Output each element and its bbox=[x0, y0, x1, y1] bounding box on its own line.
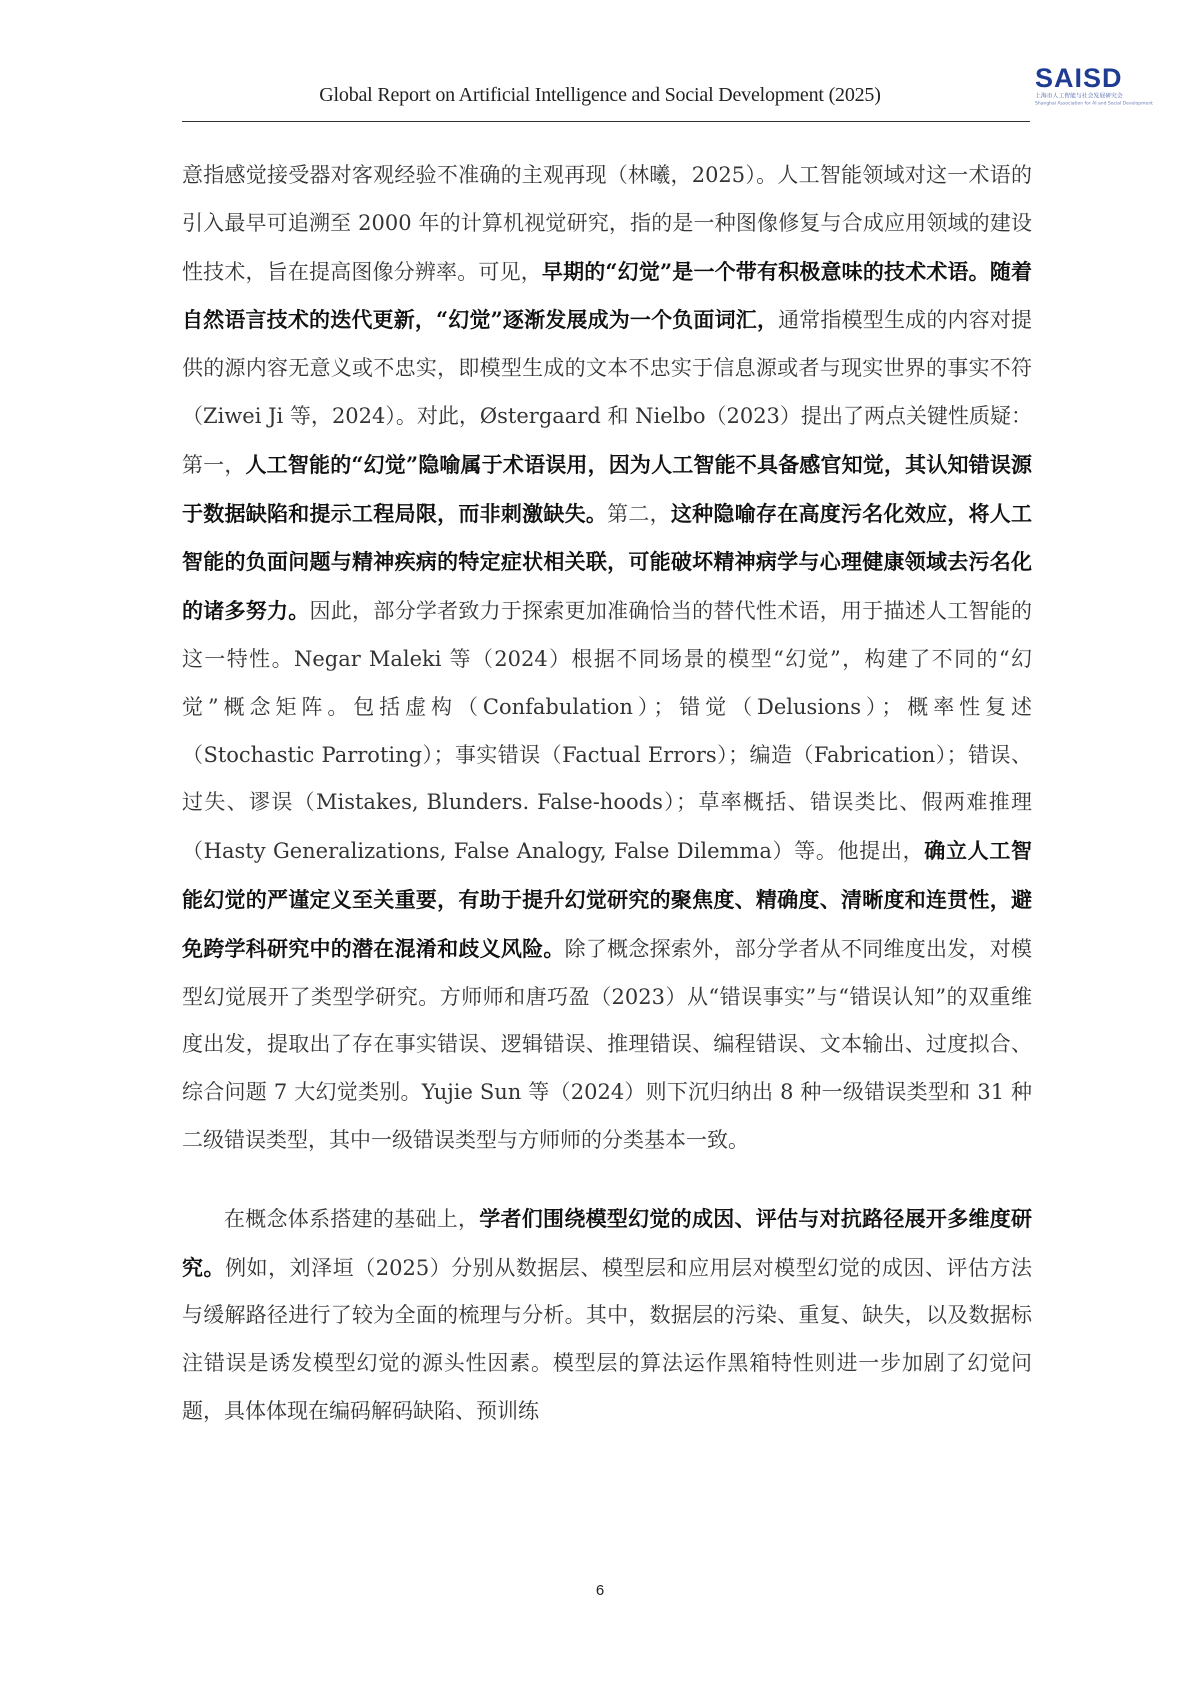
logo-mark bbox=[1035, 64, 1135, 92]
p1-text-4: 因此，部分学者致力于探索更加准确恰当的替代性术语，用于描述人工智能的这一特性。Negar Maleki 等（2024）根据不同场景的模型“幻觉”，构建了不同的“幻觉”概念矩阵。包括虚构（Confabulation）；错觉（Delusions）；概率性复述（Stochastic Parroting）；事实错误（Factual Errors）；编造（Fabrication）；错误、过失、谬误（Mistakes, Blunders. False-hoods）；草率概括、错误类比、假两难推理（Hasty Generalizations, False Analogy, False Dilemma）等。他提出， bbox=[182, 599, 1033, 864]
p1-text-1: 意指感觉接受器对客观经验不准确的主观再现（林曦，2025）。人工智能领域对这一术语的引入最早可追溯至 2000 年的计算机视觉研究，指的是一种图像修复与合成应用领域的建设性技术，旨在提高图像分辨率。可见， bbox=[182, 163, 1032, 284]
p2-text-2: 例如，刘泽垣（2025）分别从数据层、模型层和应用层对模型幻觉的成因、评估方法与缓解路径进行了较为全面的梳理与分析。其中，数据层的污染、重复、缺失，以及数据标注错误是诱发模型幻觉的源头性因素。模型层的算法运作黑箱特性则进一步加剧了幻觉问题，具体体现在编码解码缺陷、预训练 bbox=[182, 1255, 1032, 1423]
main-body-text bbox=[182, 152, 1032, 1436]
saisd-logo bbox=[1035, 63, 1153, 110]
p2-bold-1: 学者们围绕模型幻觉的成因、评估与对抗路径展开多维度研究。 bbox=[182, 1205, 1033, 1280]
paragraph-2 bbox=[182, 1195, 1032, 1436]
p1-bold-4: 确立人工智能幻觉的严谨定义至关重要，有助于提升幻觉研究的聚焦度、精确度、清晰度和连贯性，避免跨学科研究中的潜在混淆和歧义风险。 bbox=[182, 838, 1032, 961]
p2-text-1: 在概念体系搭建的基础上， bbox=[224, 1206, 480, 1231]
logo-subtitle-cn: 上海市人工智能与社会发展研究会 bbox=[1035, 92, 1123, 100]
logo-mark-text: SAISD bbox=[1035, 63, 1123, 93]
paragraph-1 bbox=[182, 152, 1032, 1165]
p1-bold-3: 这种隐喻存在高度污名化效应，将人工智能的负面问题与精神疾病的特定症状相关联，可能破坏精神病学与心理健康领域去污名化的诸多努力。 bbox=[182, 500, 1033, 624]
p1-text-3: 第二， bbox=[607, 501, 671, 526]
header-divider bbox=[182, 121, 1030, 122]
p1-bold-1: 早期的“幻觉”是一个带有积极意味的技术术语。随着自然语言技术的迭代更新，“幻觉”逐渐发展成为一个负面词汇， bbox=[182, 258, 1033, 333]
page-number: 6 bbox=[595, 1582, 605, 1599]
p1-text-5: 除了概念探索外，部分学者从不同维度出发，对模型幻觉展开了类型学研究。方师师和唐巧盈（2023）从“错误事实”与“错误认知”的双重维度出发，提取出了存在事实错误、逻辑错误、推理错误、编程错误、文本输出、过度拟合、综合问题 7 大幻觉类别。Yujie Sun 等（2024）则下沉归纳出 8 种一级错误类型和 31 种二级错误类型，其中一级错误类型与方师师的分类基本一致。 bbox=[182, 936, 1033, 1152]
logo-subtitle-en: Shanghai Association for AI and Social Development bbox=[1035, 100, 1153, 107]
p1-bold-2: 人工智能的“幻觉”隐喻属于术语误用，因为人工智能不具备感官知觉，其认知错误源于数据缺陷和提示工程局限，而非刺激缺失。 bbox=[182, 451, 1033, 526]
p1-text-2: 通常指模型生成的内容对提供的源内容无意义或不忠实，即模型生成的文本不忠实于信息源或者与现实世界的事实不符（Ziwei Ji 等，2024）。对此，Østergaard 和 Nielbo（2023）提出了两点关键性质疑：第一， bbox=[182, 308, 1033, 477]
report-header-title: Global Report on Artificial Intelligence and Social Development (2025) bbox=[319, 84, 881, 106]
